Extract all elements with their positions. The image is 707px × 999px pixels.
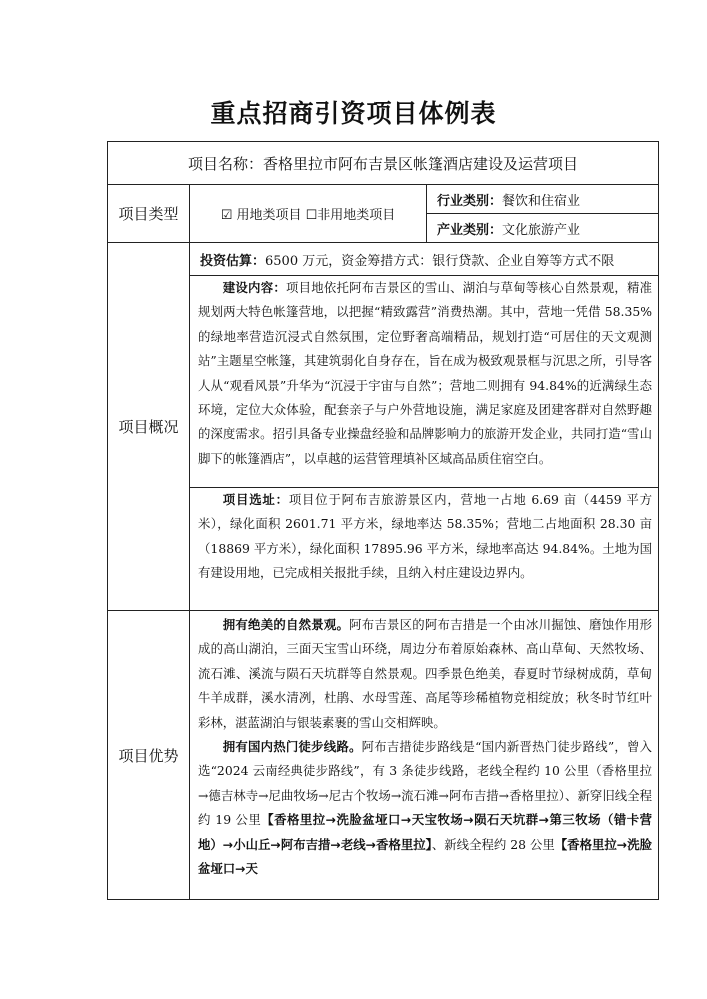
overview-label: 项目概况 xyxy=(108,243,190,611)
trail-route-b: 【香格里拉→洗脸盆垭口→天宝牧场→陨石天坑群→第三牧场（错卡营地）→小山丘→阿布吉措→老线→香格里拉】 xyxy=(198,812,652,852)
industry-category-cell xyxy=(427,185,659,214)
investment-value: 6500 万元，资金筹措方式：银行贷款、企业自筹等方式不限 xyxy=(265,253,615,269)
industry-value: 餐饮和住宿业 xyxy=(502,193,581,209)
nature-label: 拥有绝美的自然景观。 xyxy=(222,617,350,632)
project-name-cell xyxy=(108,142,659,185)
project-type-options xyxy=(190,185,427,243)
construction-content-cell xyxy=(190,276,659,488)
nonland-option-unchecked: ☐非用地类项目 xyxy=(305,208,396,223)
investment-cell xyxy=(190,243,659,276)
industry-label: 行业类别： xyxy=(437,193,503,209)
land-option-checked: ☑ 用地类项目 xyxy=(220,208,302,223)
trail-text-c: 、新线全程约 28 公里 xyxy=(431,836,555,852)
sector-category-cell xyxy=(427,214,659,243)
trail-label: 拥有国内热门徒步线路。 xyxy=(222,739,362,755)
project-name-label: 项目名称： xyxy=(187,154,263,173)
project-table xyxy=(107,141,659,900)
sector-label: 产业类别： xyxy=(437,222,503,238)
trail-route-d: 【香格里拉→洗脸盆垭口→天 xyxy=(198,836,652,877)
content-text: 项目地依托阿布吉景区的雪山、湖泊与草甸等核心自然景观，精准规划两大特色帐篷营地，以把握“精致露营”消费热潮。其中，营地一凭借 58.35%的绿地率营造沉浸式自然氛围，定位野奢高端精品，规划打造“可居住的天文观测站”主题星空帐篷，其建筑弱化自身存在，旨在成为极致观景框与沉思之所，引导客人从“观看风景”升华为“沉浸于宇宙与自然”；营地二则拥有 94.84%的近满绿生态环境，定位大众体验，配套亲子与户外营地设施，满足家庭及团建客群对自然野趣的深度需求。招引具备专业操盘经验和品牌影响力的旅游开发企业，共同打造“雪山脚下的帐篷酒店”，以卓越的运营管理填补区域高品质住宿空白。 xyxy=(198,280,653,466)
project-type-row-1 xyxy=(108,185,659,214)
investment-label: 投资估算： xyxy=(200,253,266,269)
site-row xyxy=(108,488,659,611)
advantages-row xyxy=(108,611,659,900)
site-text: 项目位于阿布吉旅游景区内，营地一占地 6.69 亩（4459 平方米），绿化面积 2601.71 平方米，绿地率达 58.35%；营地二占地面积 28.30 亩（18869 平方米），绿化面积 17895.96 平方米，绿地率高达 94.84%。土地为国有建设用地，已完成相关报批手续，且纳入村庄建设边界内。 xyxy=(198,492,653,581)
trail-text-a: 阿布吉措徒步路线是“国内新晋热门徒步路线”，曾入选“2024 云南经典徒步路线”，有 3 条徒步线路，老线全程约 10 公里（香格里拉→德吉林寺→尼曲牧场→尼古个牧场→流石滩→阿布吉措→香格里拉）、新穿旧线全程约 19 公里 xyxy=(198,739,653,828)
project-name-value: 香格里拉市阿布吉景区帐篷酒店建设及运营项目 xyxy=(263,154,579,173)
project-type-label: 项目类型 xyxy=(108,185,190,243)
site-label: 项目选址： xyxy=(222,492,289,507)
advantages-cell xyxy=(190,611,659,900)
page-title: 重点招商引资项目体例表 xyxy=(210,99,497,128)
project-name-row xyxy=(108,142,659,185)
investment-row xyxy=(108,243,659,276)
sector-value: 文化旅游产业 xyxy=(502,222,581,238)
advantages-label: 项目优势 xyxy=(108,611,190,900)
content-label: 建设内容： xyxy=(222,280,286,295)
content-row xyxy=(108,276,659,488)
site-selection-cell xyxy=(190,488,659,611)
nature-text: 阿布吉景区的阿布吉措是一个由冰川掘蚀、磨蚀作用形成的高山湖泊，三面天宝雪山环绕，周边分布着原始森林、高山草甸、天然牧场、流石滩、溪流与陨石天坑群等自然景观。四季景色绝美，春夏时节绿树成荫，草甸牛羊成群，溪水清冽，杜鹃、水母雪莲、高尾等珍稀植物竞相绽放；秋冬时节红叶彩林，湛蓝湖泊与银装素裹的雪山交相辉映。 xyxy=(198,617,653,730)
